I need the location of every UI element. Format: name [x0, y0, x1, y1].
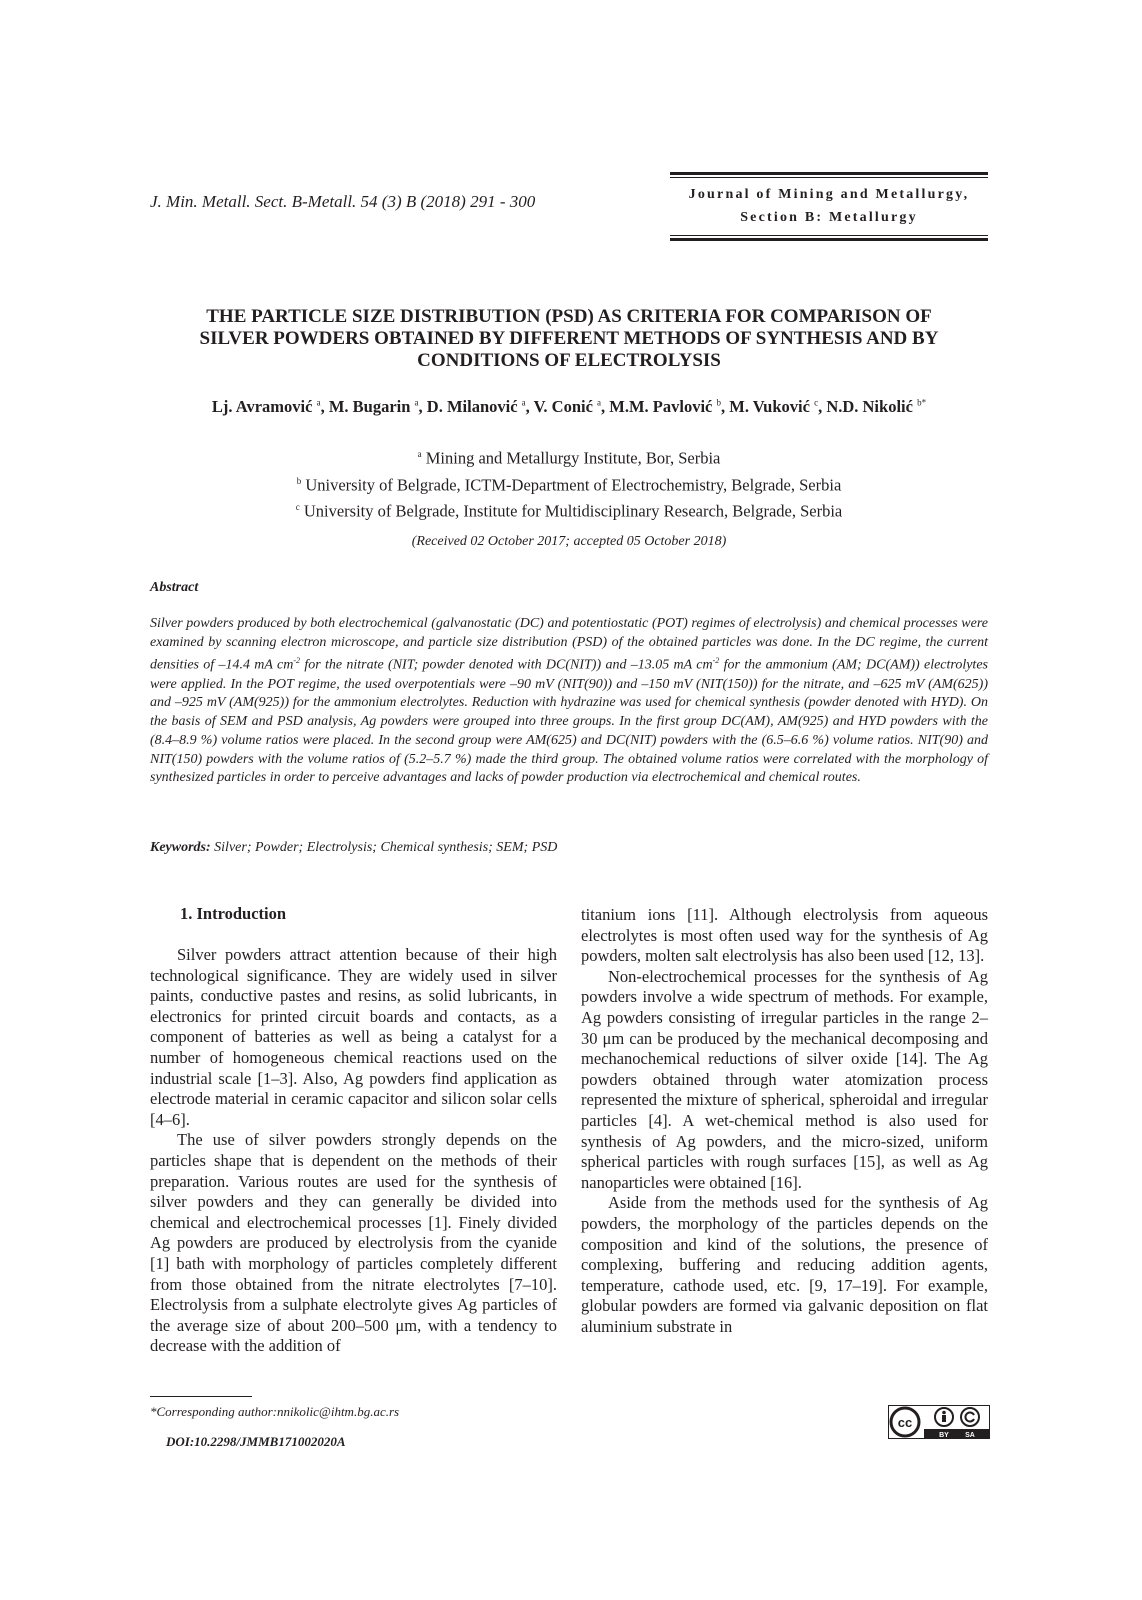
affil-text: University of Belgrade, Institute for Multidisciplinary Research, Belgrade, Serbia [303, 501, 843, 521]
author-name: D. Milanović [426, 397, 518, 416]
affil-text: Mining and Metallurgy Institute, Bor, Serbia [425, 448, 721, 468]
cc-by-label: BY [939, 1432, 949, 1439]
author-name: N.D. Nikolić [826, 397, 913, 416]
journal-name [670, 178, 988, 235]
author-name: V. Conić [533, 397, 593, 416]
paragraph: Aside from the methods used for the synthesis of Ag powders, the morphology of the particles depends on the composition and kind of the solutions, the presence of complexing, buffering and reducing addition agents, temperature, cathode used, etc. [9, 17–19]. For example, globular powders are formed via galvanic deposition on flat aluminium substrate in [581, 1193, 988, 1336]
corresponding-author-footnote: *Corresponding author:nnikolic@ihtm.bg.ac.rs [150, 1404, 400, 1419]
received-dates: (Received 02 October 2017; accepted 05 October 2018) [411, 534, 727, 549]
affil-mark: c [295, 502, 300, 512]
paper-title-line2: SILVER POWDERS OBTAINED BY DIFFERENT METHODS OF SYNTHESIS AND BY [199, 328, 939, 349]
section-heading: 1. Introduction [180, 904, 287, 923]
author-name: M. Bugarin [328, 397, 411, 416]
author-affil-mark: c [814, 397, 819, 408]
paper-title [150, 306, 988, 372]
doi[interactable]: DOI:10.2298/JMMB171002020A [166, 1434, 346, 1449]
paper-title-line3: CONDITIONS OF ELECTROLYSIS [417, 350, 721, 371]
footnote-rule [150, 1396, 252, 1397]
affiliation-a [150, 443, 988, 470]
cc-sa-label: SA [965, 1432, 975, 1439]
abstract-sup: -2 [712, 656, 720, 666]
author-affil-mark: b* [917, 397, 927, 408]
masthead-rule-top [670, 172, 988, 175]
affiliation-b [150, 470, 988, 497]
paragraph: titanium ions [11]. Although electrolysis from aqueous electrolytes is most often used way for the synthesis of Ag powders, molten salt electrolysis has also been used [12, 13]. [581, 905, 988, 966]
column-right [581, 905, 988, 1337]
abstract-part: for the nitrate (NIT; powder denoted with DC(NIT)) and –13.05 mA cm [300, 658, 713, 674]
abstract-heading: Abstract [150, 580, 199, 595]
journal-masthead [670, 172, 988, 241]
affil-mark: a [417, 449, 422, 459]
journal-name-line2: Section B: Metallurgy [740, 210, 918, 225]
affil-text: University of Belgrade, ICTM-Department of Electrochemistry, Belgrade, Serbia [305, 475, 842, 494]
keywords-text: Silver; Powder; Electrolysis; Chemical synthesis; SEM; PSD [210, 840, 558, 855]
masthead-rule-bottom [670, 238, 988, 241]
abstract-part: Silver powders produced by both electrochemical (galvanostatic (DC) and potentiostatic (POT) regimes of electrolysis) and chemical processes were examined by scanning electron microscope, and particle size distribution (PSD) of the obtained particles was done. In the DC regime, the current densities of –14.4 mA cm [150, 616, 988, 674]
cc-by-sa-icon[interactable] [888, 1405, 990, 1439]
abstract-sup: -2 [293, 656, 301, 666]
paper-title-line1: THE PARTICLE SIZE DISTRIBUTION (PSD) AS CRITERIA FOR COMPARISON OF [206, 306, 932, 327]
author-affil-mark: a [597, 397, 602, 408]
affiliations [150, 443, 988, 523]
keywords-label: Keywords: [150, 840, 211, 855]
author-affil-mark: b [716, 397, 721, 408]
author-affil-mark: a [414, 397, 419, 408]
author-affil-mark: a [316, 397, 321, 408]
affil-mark: b [296, 475, 302, 486]
author-name: M.M. Pavlović [609, 397, 713, 416]
paragraph: The use of silver powders strongly depends on the particles shape that is dependent on the methods of their preparation. Various routes are used for the synthesis of silver powders and they can generally be divided into chemical and electrochemical processes [1]. Finely divided Ag powders are produced by electrolysis from the cyanide [1] bath with morphology of particles completely different from those obtained from the nitrate electrolytes [7–10]. Electrolysis from a sulphate electrolyte gives Ag particles of the average size of about 200–500 μm, with a tendency to decrease with the addition of [150, 1130, 557, 1356]
author-affil-mark: a [521, 397, 526, 408]
keywords [150, 840, 988, 856]
svg-text:cc: cc [897, 1415, 913, 1430]
journal-citation: J. Min. Metall. Sect. B-Metall. 54 (3) B (2018) 291 - 300 [150, 192, 536, 211]
author-name: M. Vuković [729, 397, 810, 416]
author-name: Lj. Avramović [211, 397, 313, 416]
abstract-part: for the ammonium (AM; DC(AM)) electrolytes were applied. In the POT regime, the used overpotentials were –90 mV (NIT(90)) and –150 mV (NIT(150)) for the nitrate, and –625 mV (AM(625)) and –925 mV (AM(925)) for the ammonium electrolytes. Reduction with hydrazine was used for chemical synthesis (powder denoted with HYD). On the basis of SEM and PSD analysis, Ag powders were grouped into three groups. In the first group DC(AM), AM(925) and HYD powders with the (8.4–8.9 %) volume ratios were placed. In the second group were AM(625) and DC(NIT) powders with the (6.5–6.6 %) volume ratios. NIT(90) and NIT(150) powders with the volume ratios of (5.2–5.7 %) made the third group. The obtained volume ratios were correlated with the morphology of synthesized particles in order to perceive advantages and lacks of powder production via electrochemical and chemical routes. [150, 658, 988, 786]
affiliation-c [150, 496, 988, 523]
column-left [150, 945, 557, 1357]
author-list: Lj. Avramović $^a$, M. Bugarin $^a$, D. Milanović $^a$, V. Conić $^a$, M.M. Pavlović $^b$, M. Vuković $^c$, N.D. Nikolić $^{b*}$ [211, 397, 927, 416]
paragraph: Non-electrochemical processes for the synthesis of Ag powders involve a wide spectrum of methods. For example, Ag powders consisting of irregular particles in the range 2–30 μm can be produced by the mechanical decomposing and mechanochemical reductions of silver oxide [14]. The Ag powders obtained through water atomization process represented the mixture of spherical, spheroidal and irregular particles [4]. A wet-chemical method is also used for synthesis of Ag powders, and the micro-sized, uniform spherical particles with rough surfaces [15], as well as Ag nanoparticles were obtained [16]. [581, 966, 988, 1192]
journal-name-line1: Journal of Mining and Metallurgy, [688, 187, 970, 202]
masthead-rule-bottom-thin [670, 235, 988, 236]
paragraph: Silver powders attract attention because of their high technological significance. They are widely used in silver paints, conductive pastes and resins, as solid lubricants, in electronics for printed circuit boards and contacts, as a component of batteries as well as being a catalyst for a number of homogeneous chemical reactions used on the industrial scale [1–3]. Also, Ag powders find application as electrode material in ceramic capacitor and silicon solar cells [4–6]. [150, 945, 557, 1129]
abstract-text [150, 615, 988, 788]
